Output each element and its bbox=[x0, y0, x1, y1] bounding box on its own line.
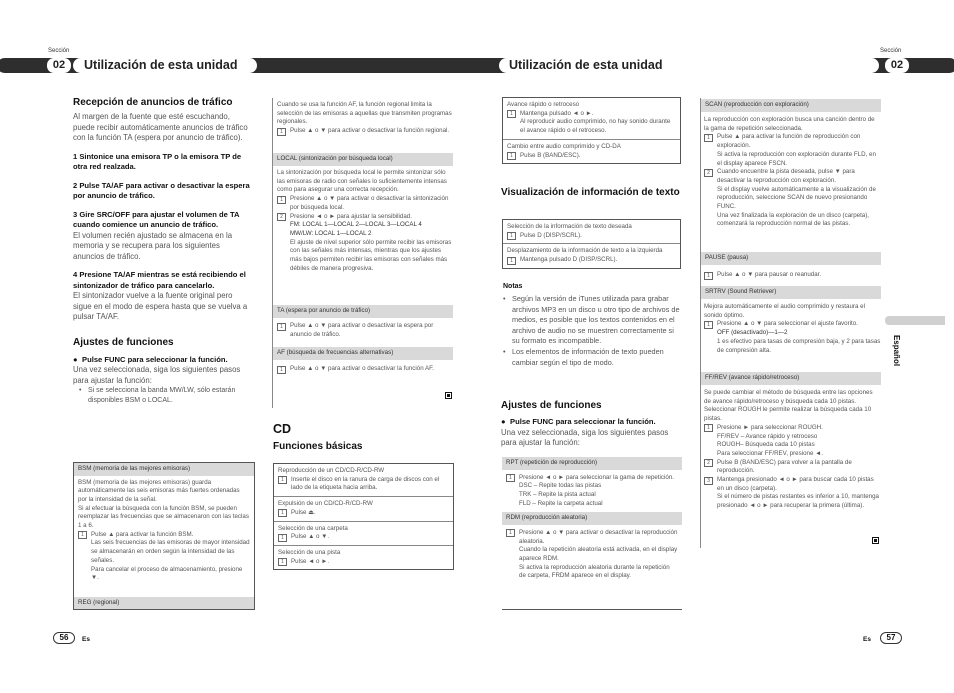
page-number-left: 56 bbox=[53, 632, 75, 644]
srtrv-bar: SRTRV (Sound Retriever) bbox=[701, 286, 881, 299]
step-item: 1 Mantenga pulsado D (DISP/SCRL). bbox=[507, 256, 676, 265]
heading-visualizacion: Visualización de información de texto bbox=[501, 187, 680, 198]
step-detail: Cuando la repetición aleatoria está activada, en el display aparece RDM. bbox=[519, 546, 678, 562]
step-detail: Si el número de pistas restantes es inferior a 10, mantenga presionado ◄ o ► para recuperar la primera (última). bbox=[717, 493, 879, 510]
ta-content bbox=[277, 322, 453, 339]
step-2: 2 Pulse TA/AF para activar o desactivar la espera por anuncio de tráfico. bbox=[73, 180, 250, 200]
box-title: Selección de una pista bbox=[278, 548, 341, 556]
bsm-bar: BSM (memoria de las mejores emisoras) bbox=[74, 463, 254, 476]
step-item: 1 Pulse ▲ para activar la función BSM. bbox=[78, 531, 250, 540]
section-label-left: Sección bbox=[48, 48, 70, 54]
step-item: 1 Pulse B (BAND/ESC). bbox=[507, 152, 676, 161]
step-detail: FM: LOCAL 1—LOCAL 2—LOCAL 3—LOCAL 4 bbox=[290, 221, 422, 229]
step-item: 1 Pulse ▲ o ▼ para activar o desactivar la función AF. bbox=[277, 365, 453, 374]
paragraph: Mejora automáticamente el audio comprimido y restaura el sonido óptimo. bbox=[704, 303, 865, 319]
step-item: 1 Mantenga pulsado ◄ o ►. bbox=[507, 110, 676, 119]
page-number-right: 57 bbox=[880, 632, 902, 644]
heading-ajustes: Ajustes de funciones bbox=[73, 336, 174, 348]
bullet-item: ● Pulse FUNC para seleccionar la función. bbox=[501, 417, 656, 426]
srtrv-content bbox=[704, 303, 881, 355]
step-1: 1 Sintonice una emisora TP o la emisora TP de otra red realzada. bbox=[73, 151, 242, 171]
language-code-right: Es bbox=[863, 636, 871, 643]
box-title: Selección de la información de texto deseada bbox=[507, 223, 632, 230]
column-divider bbox=[272, 98, 273, 408]
cd-heading-group bbox=[273, 422, 453, 453]
note-item: • Los elementos de información de texto pueden cambiar según el tipo de modo. bbox=[503, 346, 664, 367]
paragraph: El sintonizador vuelve a la fuente original pero sigue en el modo de espera hasta que se vuelva a pulsar TA/AF. bbox=[73, 291, 248, 321]
step-detail: Al reproducir audio comprimido, no hay sonido durante el avance rápido o el retroceso. bbox=[520, 118, 671, 135]
paragraph: Una vez seleccionada, siga los siguientes pasos para ajustar la función: bbox=[501, 427, 669, 447]
bullet-item: ● Pulse FUNC para seleccionar la función. bbox=[73, 354, 228, 364]
step-item: 3 Mantenga presionado ◄ o ► para buscar cada 10 pistas en un disco (carpeta). bbox=[704, 476, 881, 493]
step-item: 1 Inserte el disco en la ranura de carga de discos con el lado de la etiqueta hacia arriba. bbox=[278, 476, 449, 493]
step-item: 1 Pulse ▲ o ▼. bbox=[278, 533, 449, 542]
playback-box bbox=[502, 97, 681, 164]
paragraph: Cuando se usa la función AF, la función regional limita la selección de las emisoras a aquellas que transmiten programas regionales. bbox=[277, 101, 452, 126]
paragraph: BSM (memoria de las mejores emisoras) guarda automáticamente las seis emisoras más fuertes ordenadas por la intensidad de la señal. bbox=[78, 478, 240, 503]
column-divider bbox=[700, 98, 701, 548]
language-code-left: Es bbox=[82, 636, 90, 643]
step-item: 1 Presione ▲ o ▼ para activar o desactivar la reproducción aleatoria. bbox=[506, 529, 678, 546]
step-item: 1 Presione ▲ o ▼ para seleccionar el ajuste favorito. bbox=[704, 320, 881, 329]
step-item: 1 Presione ► para seleccionar ROUGH. bbox=[704, 424, 881, 433]
heading-basicas: Funciones básicas bbox=[273, 441, 363, 452]
section-number-left: 02 bbox=[47, 58, 71, 73]
af-content bbox=[277, 365, 453, 374]
local-bar: LOCAL (sintonización por búsqueda local) bbox=[273, 153, 453, 166]
ajustes-section-right bbox=[501, 400, 681, 449]
step-item: 1 Pulse ⏏. bbox=[278, 509, 449, 518]
box-title: Reproducción de un CD/CD-R/CD-RW bbox=[278, 467, 385, 474]
step-3: 3 Gire SRC/OFF para ajustar el volumen de TA cuando comience un anuncio de tráfico. bbox=[73, 209, 240, 229]
bsm-box bbox=[73, 462, 255, 610]
local-content bbox=[277, 169, 453, 273]
end-mark-icon bbox=[445, 392, 452, 399]
step-detail: FF/REV – Avance rápido y retroceso bbox=[717, 432, 818, 440]
step-detail: Si el display vuelve automáticamente a la visualización de reproducción, seleccione SCAN de nuevo presionando FUNC. bbox=[717, 185, 876, 211]
ffrev-bar: FF/REV (avance rápido/retroceso) bbox=[701, 372, 881, 385]
notes bbox=[503, 282, 681, 368]
section-label-right: Sección bbox=[880, 48, 902, 54]
step-item: 2 Cuando encuentre la pista deseada, pulse ▼ para desactivar la reproducción con exploración. bbox=[704, 168, 881, 185]
paragraph: Al margen de la fuente que esté escuchando, puede recibir automáticamente anuncios de tráfico con la función TA (espera por anuncio de tráfico). bbox=[73, 112, 248, 142]
step-detail: ROUGH– Búsqueda cada 10 pistas bbox=[717, 441, 815, 449]
step-detail: Las seis frecuencias de las emisoras de mayor intensidad se almacenarán en orden según la intensidad de las señales. bbox=[91, 539, 250, 564]
step-item: 2 Presione ◄ o ► para ajustar la sensibilidad. bbox=[277, 213, 453, 222]
language-tab bbox=[885, 316, 945, 325]
section-number-right: 02 bbox=[885, 58, 909, 73]
text-info-box bbox=[502, 219, 681, 269]
step-item: 1 Pulse ◄ o ►. bbox=[278, 558, 449, 567]
box-title: Avance rápido o retroceso bbox=[507, 101, 580, 108]
ffrev-content bbox=[704, 389, 881, 511]
bullet-item: • Si se selecciona la banda MW/LW, sólo estarán disponibles BSM o LOCAL. bbox=[79, 387, 236, 404]
step-item: 1 Presione ◄ o ► para seleccionar la gama de repetición. bbox=[506, 474, 678, 483]
paragraph: Una vez seleccionada, siga los siguientes pasos para ajustar la función: bbox=[73, 365, 241, 385]
paragraph: La reproducción con exploración busca una canción dentro de la gama de repetición seleccionada. bbox=[704, 116, 875, 132]
step-detail: Una vez finalizada la exploración de un disco (carpeta), comenzará la reproducción normal de las pistas. bbox=[717, 211, 870, 228]
reg-content bbox=[277, 101, 453, 136]
basic-functions-box bbox=[273, 463, 454, 570]
end-mark-icon bbox=[872, 537, 879, 544]
step-item: 1 Pulse ▲ para activar la función de reproducción con exploración. bbox=[704, 133, 881, 150]
rpt-bar: RPT (repetición de reproducción) bbox=[502, 457, 682, 470]
notes-heading: Notas bbox=[503, 283, 523, 290]
heading-cd: CD bbox=[273, 422, 292, 436]
paragraph: El volumen recién ajustado se almacena en la memoria y se recupera para los siguientes anuncios de tráfico. bbox=[73, 230, 233, 261]
step-item: 2 Pulse B (BAND/ESC) para volver a la pantalla de reproducción. bbox=[704, 459, 881, 476]
box-title: Cambio entre audio comprimido y CD-DA bbox=[507, 142, 621, 150]
step-detail: Si activa la reproducción con exploración durante FLD, en el display aparece FSCN. bbox=[717, 150, 876, 167]
heading-ajustes: Ajustes de funciones bbox=[501, 400, 602, 411]
ta-bar: TA (espera por anuncio de tráfico) bbox=[273, 305, 453, 318]
column-1 bbox=[73, 97, 253, 405]
scan-bar: SCAN (reproducción con exploración) bbox=[701, 99, 881, 112]
paragraph: Se puede cambiar el método de búsqueda entre las opciones de avance rápido/retroceso y búsqueda cada 10 pistas. Seleccionar ROUGH le permite realizar la búsqueda cada 10 pistas. bbox=[704, 389, 873, 423]
page-title-left: Utilización de esta unidad bbox=[84, 58, 238, 72]
step-detail: MW/LW: LOCAL 1—LOCAL 2 bbox=[290, 229, 372, 237]
language-label: Español bbox=[892, 334, 902, 367]
option-dsc: DSC – Repite todas las pistas bbox=[519, 482, 602, 490]
reg-bar: REG (regional) bbox=[74, 597, 254, 610]
step-item: 1 Pulse D (DISP/SCRL). bbox=[507, 232, 676, 241]
box-title: Desplazamiento de la información de texto a la izquierda bbox=[507, 247, 663, 255]
pause-content bbox=[704, 271, 881, 280]
step-item: 1 Pulse ▲ o ▼ para activar o desactivar la espera por anuncio de tráfico. bbox=[277, 322, 453, 339]
step-detail: OFF (desactivado)—1—2 bbox=[717, 329, 788, 337]
step-item: 1 Pulse ▲ o ▼ para activar o desactivar la función regional. bbox=[277, 127, 453, 136]
step-4: 4 Presione TA/AF mientras se está recibiendo el sintonizador de tráfico para cancelarlo. bbox=[73, 270, 246, 290]
paragraph: Si al efectuar la búsqueda con la función BSM, se pueden reemplazar las frecuencias que se almacenaron con las teclas 1 a 6. bbox=[78, 504, 249, 530]
rdm-bar: RDM (reproducción aleatoria) bbox=[502, 512, 682, 525]
rpt-box bbox=[502, 457, 682, 610]
box-title: Selección de una carpeta bbox=[278, 524, 348, 532]
step-detail: Para seleccionar FF/REV, presione ◄. bbox=[717, 449, 823, 457]
step-item: 1 Presione ▲ o ▼ para activar o desactivar la sintonización por búsqueda local. bbox=[277, 195, 453, 212]
step-detail: El ajuste de nivel superior sólo permite recibir las emisoras con las señales más intensas, mientras que los ajustes más bajos permiten recibir las emisoras con señales más débiles de manera progresiva. bbox=[290, 238, 452, 272]
note-item: • Según la versión de iTunes utilizada para grabar archivos MP3 en un disco u otro tipo de archivos de medios, es posible que los textos contenidos en el archivo de audio no se muestren correctamente si su formato es incompatible. bbox=[503, 294, 680, 346]
paragraph: La sintonización por búsqueda local le permite sintonizar sólo las emisoras de radio con señales lo suficientemente intensas como para asegurar una correcta recepción. bbox=[277, 169, 447, 194]
option-trk: TRK – Repite la pista actual bbox=[519, 490, 596, 498]
option-fld: FLD – Repite la carpeta actual bbox=[519, 499, 603, 507]
heading-recepcion: Recepción de anuncios de tráfico bbox=[73, 97, 233, 108]
pause-bar: PAUSE (pausa) bbox=[701, 252, 881, 265]
step-detail: 1 es efectivo para tasas de compresión baja, y 2 para tasas de compresión alta. bbox=[717, 337, 881, 354]
page-title-right: Utilización de esta unidad bbox=[509, 58, 663, 72]
step-item: 1 Pulse ▲ o ▼ para pausar o reanudar. bbox=[704, 271, 881, 280]
step-detail: Si activa la reproducción aleatoria durante la repetición de carpeta, FRDM aparece en el display. bbox=[519, 563, 670, 580]
step-detail: Para cancelar el proceso de almacenamiento, presione ▼. bbox=[91, 565, 243, 582]
scan-content bbox=[704, 116, 881, 229]
af-bar: AF (búsqueda de frecuencias alternativas) bbox=[273, 347, 453, 360]
box-title: Expulsión de un CD/CD-R/CD-RW bbox=[278, 500, 373, 508]
